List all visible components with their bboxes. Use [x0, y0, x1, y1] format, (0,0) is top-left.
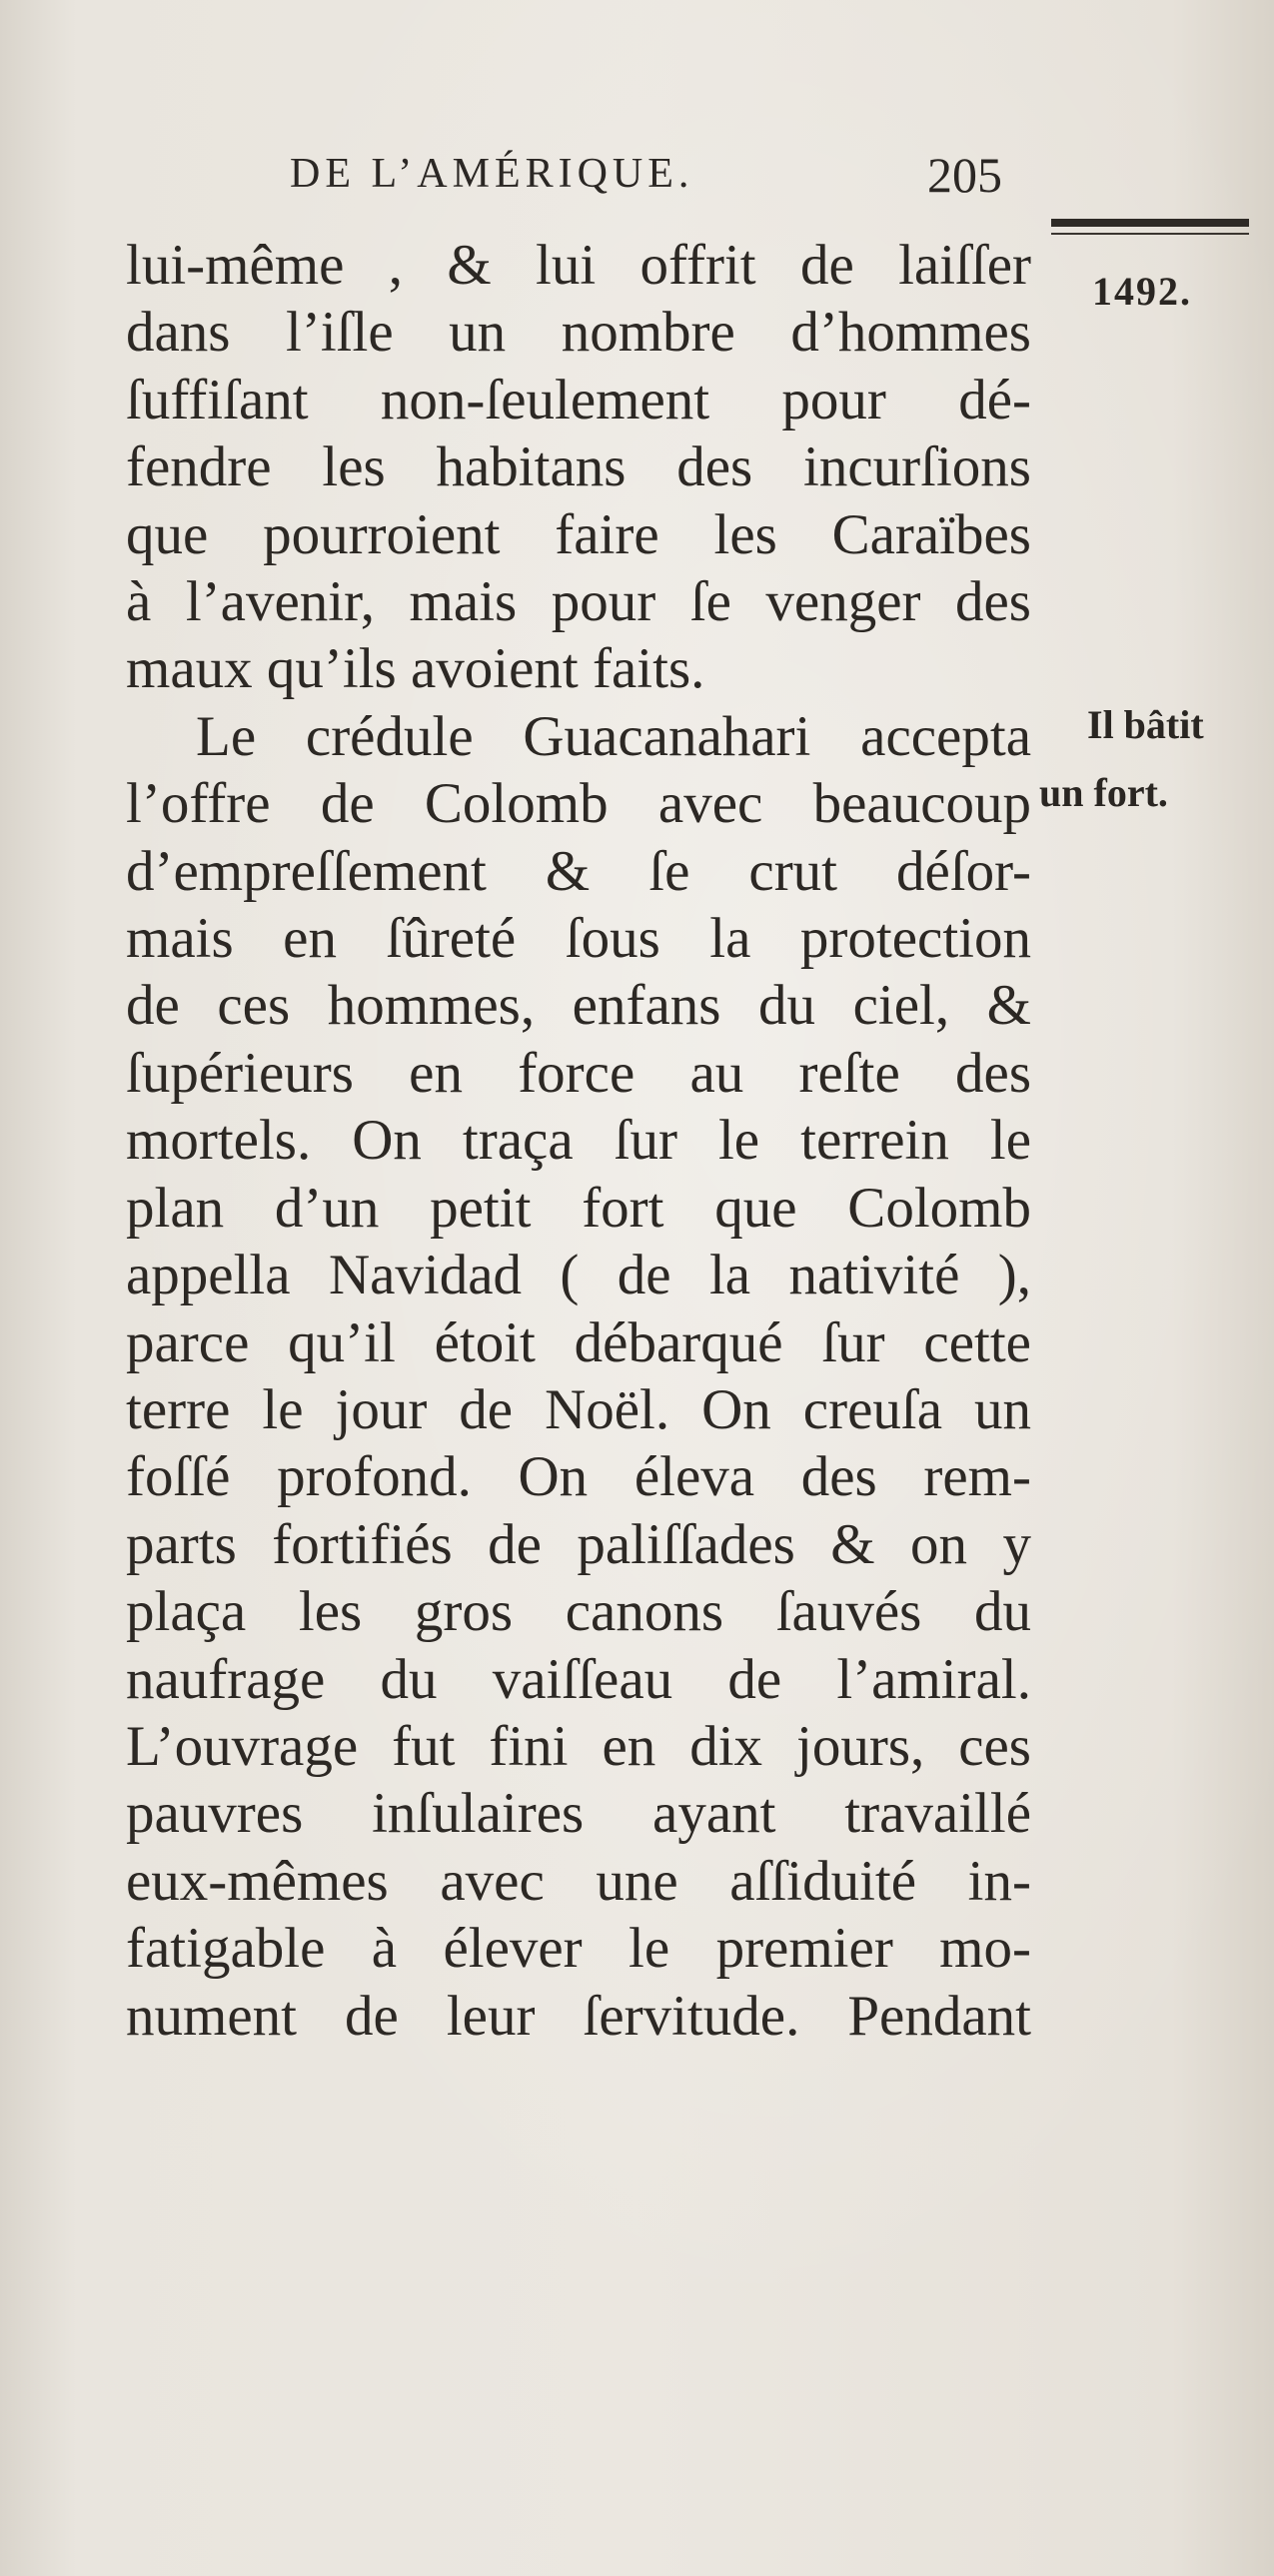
- margin-note-line-2: un fort.: [1039, 770, 1168, 815]
- text-line: lui-même , & lui offrit de laiſſer: [126, 234, 1031, 297]
- text-line: terre le jour de Noël. On creuſa un: [126, 1377, 1031, 1441]
- text-line: d’empreſſement & ſe crut déſor-: [126, 839, 1031, 903]
- text-line: foſſé profond. On éleva des rem-: [126, 1445, 1031, 1509]
- text-line: L’ouvrage fut fini en dix jours, ces: [126, 1714, 1031, 1778]
- body-text: [126, 232, 1031, 2050]
- text-line: nument de leur ſervitude. Pendant: [126, 1984, 1031, 2048]
- text-line: naufrage du vaiſſeau de l’amiral.: [126, 1647, 1031, 1711]
- text-line: fendre les habitans des incurſions: [126, 435, 1031, 499]
- text-line: ſuffiſant non-ſeulement pour dé-: [126, 368, 1031, 431]
- margin-year: 1492.: [1092, 269, 1192, 314]
- margin-rule: [1051, 219, 1249, 227]
- margin-rule-thin: [1051, 233, 1249, 235]
- text-line: dans l’iſle un nombre d’hommes: [126, 301, 1031, 365]
- text-line: appella Navidad ( de la nativité ),: [126, 1244, 1031, 1307]
- text-line: parce qu’il étoit débarqué ſur cette: [126, 1310, 1031, 1374]
- text-line: à l’avenir, mais pour ſe venger des: [126, 570, 1031, 634]
- text-line: eux-mêmes avec une aſſiduité in-: [126, 1849, 1031, 1913]
- text-line: pauvres inſulaires ayant travaillé: [126, 1782, 1031, 1846]
- text-line: mortels. On traça ſur le terrein le: [126, 1109, 1031, 1173]
- text-line: parts fortifiés de paliſſades & on y: [126, 1512, 1031, 1576]
- text-line: ſupérieurs en force au reſte des: [126, 1041, 1031, 1105]
- running-head: DE L’AMÉRIQUE.: [290, 151, 694, 197]
- margin-note-line-1: Il bâtit: [1087, 702, 1204, 747]
- text-line: mais en ſûreté ſous la protection: [126, 907, 1031, 971]
- text-line: plaça les gros canons ſauvés du: [126, 1580, 1031, 1644]
- text-line: plan d’un petit fort que Colomb: [126, 1176, 1031, 1240]
- text-line: l’offre de Colomb avec beaucoup: [126, 772, 1031, 836]
- text-line: de ces hommes, enfans du ciel, &: [126, 974, 1031, 1038]
- text-line: maux qu’ils avoient faits.: [126, 637, 705, 701]
- text-line: que pourroient faire les Caraïbes: [126, 502, 1031, 566]
- text-line: fatigable à élever le premier mo-: [126, 1917, 1031, 1981]
- text-line: Le crédule Guacanahari accepta: [196, 704, 1031, 768]
- page-number: 205: [927, 147, 1002, 203]
